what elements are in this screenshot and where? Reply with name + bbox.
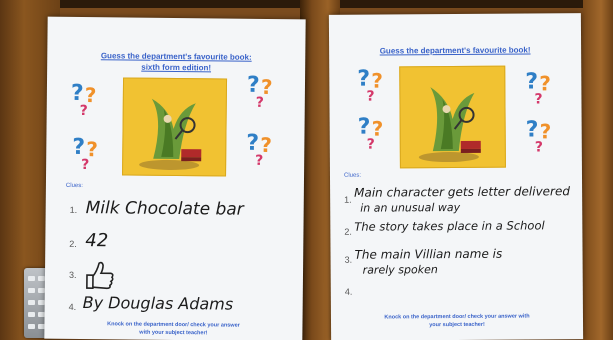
clue-text-line2: rarely spoken — [362, 263, 438, 277]
clue-text: By Douglas Adams — [82, 293, 234, 314]
clues-label: Clues: — [343, 172, 362, 179]
question-mark-icon: ? ? ? — [246, 72, 273, 111]
poster-right-footer-line1: Knock on the department door/ check your answer with — [384, 313, 530, 321]
book-illustration — [399, 66, 506, 169]
question-mark-icon: ? ? ? — [357, 66, 384, 105]
poster-left-title-line1: Guess the department's favourite book: — [100, 51, 252, 62]
clue-bullet: 3. — [68, 269, 77, 280]
poster-left — [44, 17, 305, 340]
clue-text: Milk Chocolate bar — [85, 198, 244, 220]
clue-text-line1: Main character gets letter delivered — [354, 184, 571, 200]
clue-bullet: 4. — [344, 286, 353, 297]
clue-bullet: 4. — [68, 301, 77, 312]
question-mark-icon: ? ? ? — [70, 80, 97, 120]
clues-label: Clues: — [65, 182, 83, 190]
thumbs-up-drawing — [83, 257, 117, 291]
clue-text-line1: The story takes place in a School — [354, 218, 545, 234]
clue-text-line2: in an unusual way — [360, 200, 461, 215]
question-mark-icon: ? ? ? — [72, 134, 99, 174]
poster-right-footer-line2: your subject teacher! — [429, 321, 485, 329]
clue-bullet: 1. — [344, 194, 352, 205]
wood-panel-right — [583, 0, 613, 340]
clue-bullet: 1. — [69, 204, 78, 215]
clue-bullet: 2. — [344, 226, 352, 237]
poster-right — [329, 13, 583, 340]
poster-left-footer-line1: Knock on the department door/ check your answer — [107, 321, 240, 329]
clue-bullet: 2. — [69, 238, 77, 249]
clue-bullet: 3. — [344, 254, 353, 265]
clue-text-line1: The main Villian name is — [354, 246, 503, 262]
poster-right-title: Guess the department's favourite book! — [379, 45, 531, 56]
clue-text: 42 — [85, 230, 109, 252]
poster-left-title-line2: sixth form edition! — [141, 62, 212, 73]
question-mark-icon: ? ? ? — [525, 69, 552, 108]
question-mark-icon: ? ? ? — [357, 114, 384, 153]
question-mark-icon: ? ? ? — [525, 117, 552, 156]
poster-left-footer-line2: with your subject teacher! — [139, 329, 208, 337]
question-mark-icon: ? ? ? — [246, 130, 273, 169]
book-illustration — [122, 77, 227, 176]
